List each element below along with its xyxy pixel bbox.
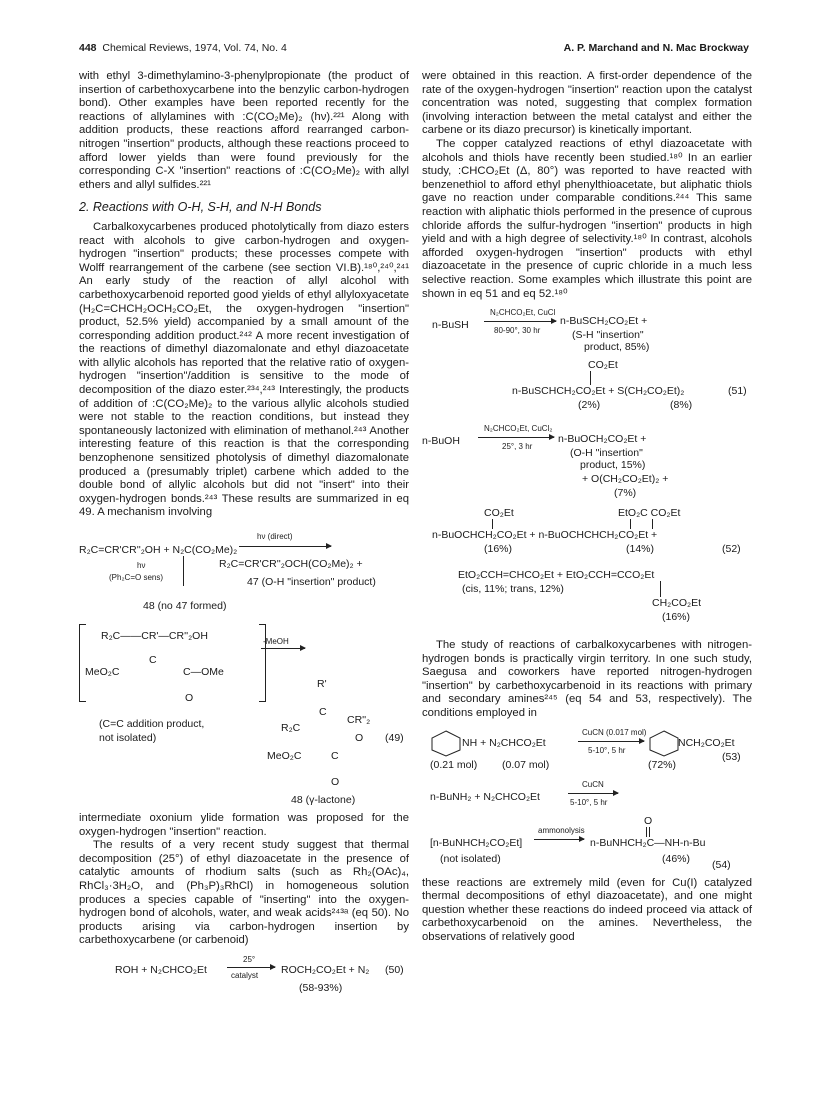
- eq52-co2et-a: CO₂Et: [484, 507, 514, 520]
- bond-line: [492, 519, 493, 529]
- equation-53: [422, 727, 752, 773]
- reaction-arrow: [239, 546, 331, 547]
- bond-line: [590, 371, 591, 385]
- eq51-yield-3: (8%): [670, 399, 693, 412]
- eq50-condition-bottom: catalyst: [231, 970, 259, 980]
- eq50-condition-top: 25°: [243, 954, 256, 964]
- bond-line: [630, 519, 631, 529]
- intermediate-carbon: C: [149, 654, 157, 666]
- eq54-note: (not isolated): [440, 852, 501, 865]
- eq53-yield: (72%): [648, 758, 677, 771]
- eq50-products: ROCH₂CO₂Et + N₂: [281, 963, 370, 976]
- bond-line: [652, 519, 653, 529]
- right-column: [422, 70, 752, 945]
- eq49-label-48a: 48 (no 47 formed): [143, 600, 227, 612]
- eq53-condition-bottom: 5-10°, 5 hr: [588, 745, 626, 755]
- eq52-yield-2: (7%): [614, 487, 637, 500]
- eq49-note-2: not isolated): [99, 732, 157, 744]
- eq50-yield: (58-93%): [299, 981, 343, 994]
- piperidine-ring-icon: [430, 729, 462, 757]
- reaction-arrow: [484, 321, 556, 322]
- eq51-note-2: product, 85%): [584, 341, 650, 354]
- journal-citation: Chemical Reviews, 1974, Vol. 74, No. 4: [102, 42, 287, 54]
- lactone-r2c: R₂C: [281, 722, 301, 734]
- eq54-eqno: (54): [712, 858, 731, 871]
- reaction-arrow: [534, 839, 584, 840]
- intermediate-right: C—OMe: [183, 666, 224, 678]
- eq52-note-2: product, 15%): [580, 459, 646, 472]
- lactone-ring-oxygen: O: [355, 732, 364, 744]
- equation-51: [422, 307, 752, 412]
- lactone-carbon: C: [319, 706, 327, 718]
- intermediate-top: R₂C——CR'—CR''₂OH: [101, 630, 208, 642]
- reaction-arrow: [261, 648, 305, 649]
- paragraph: intermediate oxonium ylide formation was proposed for the oxygen-hydrogen "insertion" reaction.: [79, 812, 409, 838]
- eq54-condition-bottom: 5-10°, 5 hr: [570, 797, 608, 807]
- lactone-meo2c: MeO₂C: [267, 750, 302, 762]
- equation-52: [422, 423, 752, 633]
- reaction-arrow-down: [183, 556, 184, 586]
- section-heading: 2. Reactions with O-H, S-H, and N-H Bonds: [79, 200, 322, 215]
- lactone-r-prime: R': [317, 678, 327, 690]
- eq52-condition-top: N₂CHCO₂Et, CuCl₂: [484, 424, 553, 434]
- lactone-cr2: CR''₂: [347, 714, 371, 726]
- eq52-product-2: + O(CH₂CO₂Et)₂ +: [582, 473, 669, 486]
- eq51-condition-top: N₂CHCO₂Et, CuCl: [490, 308, 556, 318]
- eq53-amount-2: (0.07 mol): [502, 758, 550, 771]
- paragraph: The copper catalyzed reactions of ethyl diazoacetate with alcohols and thiols have recently been studied.¹⁸⁰ In an earlier study, :CHCO₂Et (Δ, 80°) was reported to have reacted with benzenethiol to afford ethyl phenylthioacetate, but aliphatic thiols gave no reaction under comparable conditions.²⁴⁴ This same reaction with aliphatic thiols performed in the presence of cuprous chloride affords the sulfur-hydrogen "insertion" products in high yield and with a high degree of selectivity.¹⁸⁰ In contrast, alcohols afforded oxygen-hydrogen "insertion" products with ethyl diazoacetate in the presence of cupric chloride in a much less selective reaction. Some examples which illustrate this point are shown in eq 51 and eq 52.¹⁸⁰: [422, 137, 752, 300]
- eq53-eqno: (53): [722, 750, 741, 763]
- eq54-product: n-BuNHCH₂C—NH-n-Bu: [590, 836, 706, 849]
- eq52-yield-5: (cis, 11%; trans, 12%): [462, 583, 564, 596]
- paragraph: were obtained in this reaction. A first-order dependence of the rate of the oxygen-hydrogen "insertion" reaction upon the catalyst concentration was noted, suggesting that complex formation (involving interaction between the metal catalyst and either the carbene or its diazo precursor) is kinetically important.: [422, 70, 752, 137]
- eq51-condition-bottom: 80-90°, 30 hr: [494, 326, 541, 336]
- eq54-intermediate: [n-BuNHCH₂CO₂Et]: [430, 836, 523, 849]
- running-header-left: [79, 42, 287, 54]
- page-number: 448: [79, 42, 97, 54]
- eq53-reactants: NH + N₂CHCO₂Et: [462, 736, 546, 749]
- eq52-yield-4: (14%): [626, 543, 655, 556]
- eq52-condition-bottom: 25°, 3 hr: [502, 442, 533, 452]
- piperidine-ring-icon: [648, 729, 680, 757]
- bond-line: [649, 827, 650, 837]
- paragraph: The results of a very recent study suggest that thermal decomposition (25°) of ethyl diazoacetate in the presence of catalytic amounts of rhodium salts (such as Rh₂(OAc)₄, RhCl₃·3H₂O, and (Ph₃P)₃RhCl) in homogeneous solution produces a species capable of "inserting" into the oxygen-hydrogen bond of alcohols, water, and weak acids²⁴³ᵃ (eq 50). No products arising via carbon-hydrogen insertion by carbethoxycarbene (or carbenoid): [79, 839, 409, 947]
- eq52-yield-3: (16%): [484, 543, 513, 556]
- eq49-condition-sens-1: hν: [137, 561, 146, 570]
- eq52-co2et-b: EtO₂C CO₂Et: [618, 507, 681, 520]
- reaction-arrow: [227, 967, 275, 968]
- eq53-product: NCH₂CO₂Et: [678, 736, 735, 749]
- eq52-product-4: EtO₂CCH=CHCO₂Et + EtO₂CCH=CCO₂Et: [458, 569, 655, 582]
- eq52-note-1: (O-H "insertion": [570, 447, 643, 460]
- eq54-yield: (46%): [662, 852, 691, 865]
- equation-49: [79, 526, 409, 808]
- paragraph: Carbalkoxycarbenes produced photolytically from diazo esters react with alcohols to give carbon-hydrogen and oxygen-hydrogen "insertion" products; these processes compete with Wolff rearrangement of the carbene (see section VI.B).¹⁸⁰,²⁴⁰,²⁴¹ An early study of the reaction of allyl alcohol with carbethoxycarbenoid reported good yields of ethyl allyloxyacetate (H₂C=CHCH₂OCH₂CO₂Et, the oxygen-hydrogen "insertion" product, 52.5% yield) accompanied by a small amount of the corresponding addition product.²⁴² A more recent investigation of the reactions of dimethyl diazomalonate and ethyl diazoacetate with allylic alcohols has reported that the relative ratio of oxygen-hydrogen "insertion"/addition is sensitive to the mode of decomposition of the diazo ester.²³⁴,²⁴³ Interestingly, the products of addition of :C(CO₂Me)₂ to the various allylic alcohols studied were not stable to the reaction conditions, but instead they spontaneously lactonized with elimination of methanol.²⁴³ Another interesting feature of this reaction is that the corresponding benzophenone sensitized photolysis of dimethyl diazomalonate produced a (presumably triplet) carbene which added to the double bond of allylic alcohols but did not "insert" into their oxygen-hydrogen bonds.²⁴³ These results are summarized in eq 49. A mechanism involving: [79, 220, 409, 519]
- left-column: [79, 70, 409, 998]
- eq51-co2et: CO₂Et: [588, 359, 618, 372]
- equation-54: [422, 777, 752, 869]
- eq50-eqno: (50): [385, 963, 404, 976]
- reaction-arrow: [568, 793, 618, 794]
- eq49-condition-sens-2: (Ph₂C=O sens): [109, 573, 164, 582]
- lactone-eqno: (49): [385, 732, 404, 744]
- eq51-product-2: n-BuSCHCH₂CO₂Et + S(CH₂CO₂Et)₂: [512, 385, 685, 398]
- eq49-label-47: 47 (O-H "insertion" product): [247, 576, 376, 588]
- intermediate-oxygen: O: [185, 692, 194, 704]
- eq51-reactant: n-BuSH: [432, 319, 469, 332]
- eq51-note-1: (S-H "insertion": [572, 329, 644, 342]
- eq52-product-1: n-BuOCH₂CO₂Et +: [558, 433, 647, 446]
- eq54-condition-top: CuCN: [582, 779, 604, 789]
- eq49-product-47: R₂C=CR'CR''₂OCH(CO₂Me)₂ +: [219, 558, 363, 570]
- eq51-yield-2: (2%): [578, 399, 601, 412]
- reaction-arrow: [578, 741, 644, 742]
- paragraph: these reactions are extremely mild (even for Cu(I) catalyzed thermal decompositions of ethyl diazoacetate), and one might question whether these reactions do indeed proceed via attack of carbethoxycarbenoid on the amines. Nevertheless, the observations of relatively good: [422, 876, 752, 944]
- eq51-product-1: n-BuSCH₂CO₂Et +: [560, 315, 648, 328]
- eq52-yield-6: (16%): [662, 611, 691, 624]
- eq49-note-1: (C=C addition product,: [99, 718, 205, 730]
- bond-line: [646, 827, 647, 837]
- bracket-left: [79, 624, 86, 702]
- reaction-arrow: [478, 437, 554, 438]
- lactone-carbonyl: C: [331, 750, 339, 762]
- eq54-oxygen: O: [644, 814, 653, 827]
- eq49-reactants: R₂C=CR'CR''₂OH + N₂C(CO₂Me)₂: [79, 544, 238, 556]
- intermediate-left: MeO₂C: [85, 666, 120, 678]
- eq52-ch2co2et: CH₂CO₂Et: [652, 597, 701, 610]
- running-header-authors: A. P. Marchand and N. Mac Brockway: [563, 42, 749, 54]
- eq50-reactants: ROH + N₂CHCO₂Et: [115, 963, 207, 976]
- eq49-meoh: -MeOH: [263, 637, 289, 646]
- eq54-condition-ammonolysis: ammonolysis: [538, 825, 585, 835]
- bond-line: [660, 581, 661, 597]
- equation-50: [79, 954, 409, 998]
- eq51-eqno: (51): [728, 385, 747, 398]
- eq54-reactants: n-BuNH₂ + N₂CHCO₂Et: [430, 790, 540, 803]
- eq53-condition-top: CuCN (0.017 mol): [582, 727, 647, 737]
- paragraph: with ethyl 3-dimethylamino-3-phenylpropionate (the product of insertion of carbethoxycarbene into the benzylic carbon-hydrogen bond). Other examples have been reported recently for the reactions of allylamines with :C(CO₂Me)₂ (hν).²²¹ Along with addition products, these reactions afford rearranged carbon-nitrogen "insertion" products, although these reactions proceed to afford lower yields than were found previously for the corresponding C-X "insertion" reactions of :C(CO₂Me)₂ with allyl ethers and allyl sulfides.²²¹: [79, 70, 409, 191]
- lactone-carbonyl-oxygen: O: [331, 776, 340, 788]
- eq49-label-48b: 48 (γ-lactone): [291, 794, 356, 806]
- eq49-condition-direct: hν (direct): [257, 532, 293, 541]
- eq53-amount-1: (0.21 mol): [430, 758, 478, 771]
- paragraph: The study of reactions of carbalkoxycarbenes with nitrogen-hydrogen bonds is practically virgin territory. In one such study, Saegusa and coworkers have reported nitrogen-hydrogen "insertion" by carbethoxycarbenoid in its reactions with primary and secondary amines²⁴⁵ (eq 54 and 53, respectively). The conditions employed in: [422, 639, 752, 720]
- eq52-reactant: n-BuOH: [422, 435, 460, 448]
- eq52-eqno: (52): [722, 543, 741, 556]
- eq52-product-3: n-BuOCHCH₂CO₂Et + n-BuOCHCHCH₂CO₂Et +: [432, 529, 658, 542]
